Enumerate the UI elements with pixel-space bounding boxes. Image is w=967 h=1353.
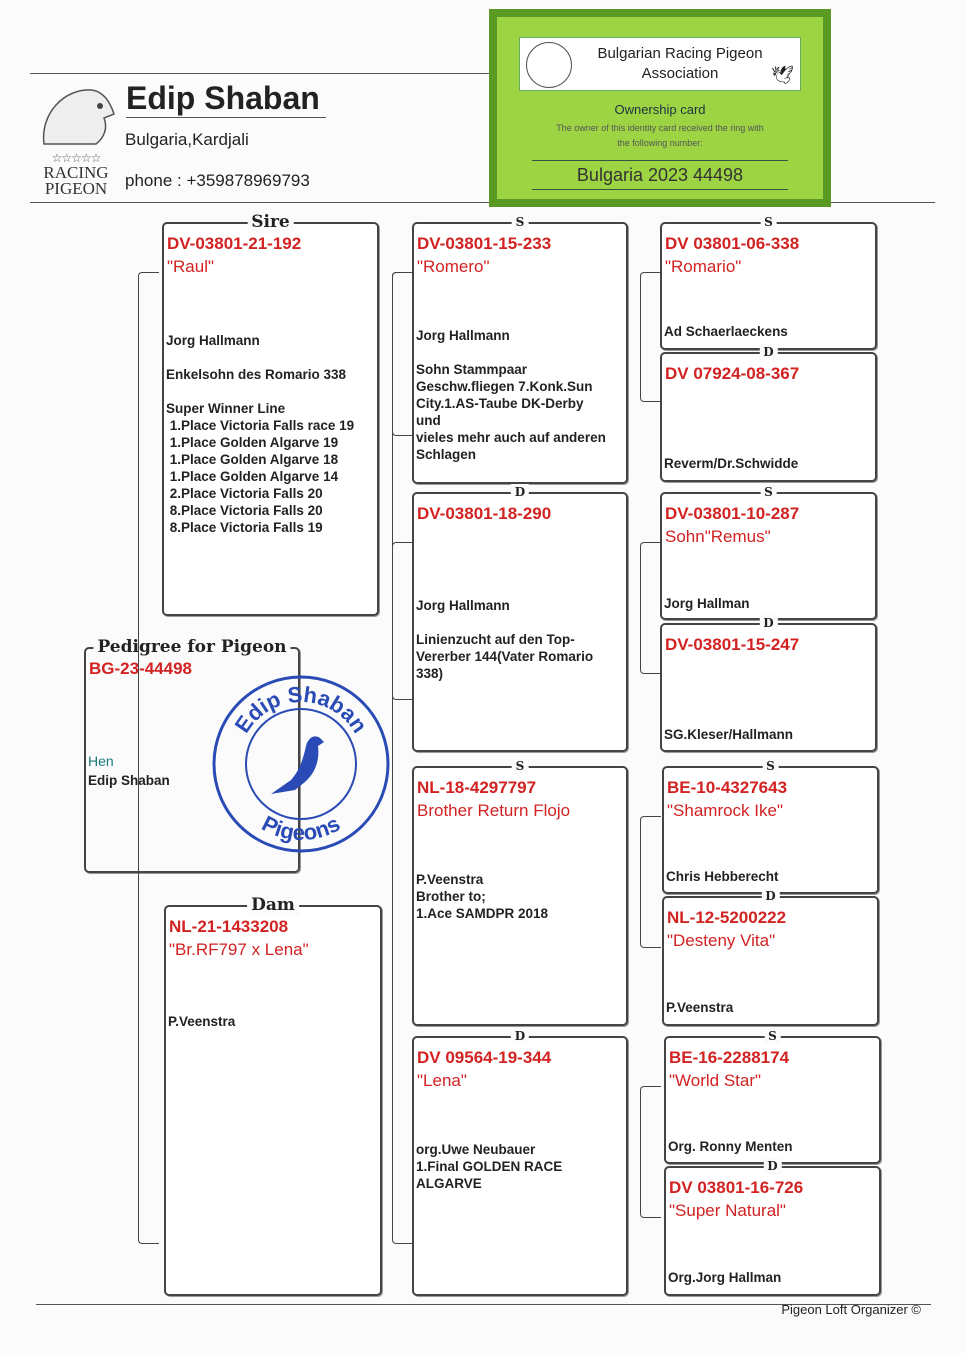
ancestor-box (412, 1029, 628, 1296)
ring-number: NL-12-5200222 (667, 908, 787, 927)
pedigree-connector (138, 272, 159, 1244)
owner-name: Edip Shaban (126, 80, 326, 118)
logo-text: PIGEON (44, 179, 108, 198)
ring-number: DV-03801-15-233 (417, 234, 552, 253)
divider (30, 73, 490, 74)
pedigree-connector (640, 816, 661, 948)
pigeon-name: Brother Return Flojo (417, 801, 571, 820)
pedigree-connector (392, 272, 413, 436)
logo-text: RACING (43, 163, 109, 182)
sex-label: S (760, 484, 777, 500)
ring-number: DV 03801-16-726 (669, 1178, 804, 1197)
owner-location: Bulgaria,Kardjali (125, 130, 249, 149)
dam-box (164, 895, 382, 1296)
ring-number: DV 07924-08-367 (665, 364, 800, 383)
ancestor-box (660, 616, 877, 752)
pedigree-connector (640, 272, 661, 402)
ring-number: DV-03801-18-290 (417, 504, 552, 523)
pedigree-label: Pedigree for Pigeon (93, 636, 290, 658)
sex-label: S (512, 758, 529, 774)
ring-number: DV 09564-19-344 (417, 1048, 552, 1067)
pedigree-connector (392, 542, 413, 700)
breeder-notes: Chris Hebberecht (666, 869, 779, 884)
pedigree-connector (640, 1086, 661, 1218)
stars-icon: ☆☆☆☆☆ (51, 151, 101, 165)
ownership-card (489, 9, 831, 207)
breeder-notes: Org.Jorg Hallman (668, 1270, 782, 1285)
card-ring-number: Bulgaria 2023 44498 (532, 160, 788, 190)
ancestor-box (660, 345, 877, 482)
ring-number: BE-10-4327643 (667, 778, 788, 797)
association-name: Association (641, 65, 719, 82)
ancestor-box (660, 215, 877, 350)
pedigree-connector (640, 542, 661, 674)
ancestor-box (664, 1029, 881, 1164)
sex-label: S (762, 758, 779, 774)
pigeon-name: "Romario" (665, 257, 742, 276)
sex-label: D (763, 1158, 781, 1174)
pigeon-name: "Desteny Vita" (667, 931, 776, 950)
pigeon-name: "Romero" (417, 257, 490, 276)
svg-text:Pigeons (258, 811, 344, 845)
ring-number: DV-03801-15-247 (665, 635, 800, 654)
breeder-notes: P.Veenstra Brother to; 1.Ace SAMDPR 2018 (416, 872, 549, 921)
sex-label: S (764, 1028, 781, 1044)
card-text: the following number: (617, 138, 703, 148)
ring-number: DV-03801-21-192 (167, 234, 302, 253)
sex-label: S (512, 214, 529, 230)
sex-label: D (511, 484, 529, 500)
subject-sex: Hen (88, 753, 114, 769)
sex-label: D (759, 615, 777, 631)
ring-number: DV 03801-06-338 (665, 234, 800, 253)
subject-owner: Edip Shaban (88, 773, 170, 788)
breeder-notes: Jorg Hallman (664, 596, 750, 611)
ancestor-box (660, 485, 877, 620)
pigeon-name: "Lena" (417, 1071, 467, 1090)
owner-stamp (211, 674, 391, 854)
breeder-notes: Reverm/Dr.Schwidde (664, 456, 799, 471)
pigeon-icon: 🕊 (771, 65, 794, 85)
ring-number: DV-03801-10-287 (665, 504, 800, 523)
ring-number: NL-21-1433208 (169, 917, 289, 936)
breeder-notes: Jorg Hallmann Enkelsohn des Romario 338 Super Winner Line 1.Place Victoria Falls race 19 1.Place Golden Algarve 19 1.Place Golden Algarve 18 1.Place Golden Algarve 14 2.Place Victoria Falls 20 8.Place Victoria Falls 20 8.Place Victoria Falls 19 (166, 333, 355, 535)
ancestor-box (662, 889, 879, 1026)
ancestor-box (412, 759, 628, 1026)
ancestor-box (664, 1159, 881, 1296)
pigeon-name: Sohn"Remus" (665, 527, 771, 546)
subject-ring: BG-23-44498 (89, 659, 193, 678)
stamp-text: Edip Shaban (229, 681, 373, 738)
ring-number: NL-18-4297797 (417, 778, 537, 797)
association-name: Bulgarian Racing Pigeon (597, 45, 763, 62)
ancestor-box (412, 215, 628, 484)
breeder-notes: Org. Ronny Menten (668, 1139, 793, 1154)
sex-label: S (760, 214, 777, 230)
pigeon-head-icon (34, 84, 118, 146)
sex-label: D (511, 1028, 529, 1044)
breeder-notes: Ad Schaerlaeckens (664, 324, 788, 339)
breeder-notes: Jorg Hallmann Linienzucht auf den Top- Vererber 144(Vater Romario 338) (416, 598, 594, 681)
breeder-notes: org.Uwe Neubauer 1.Final GOLDEN RACE ALGARVE (416, 1142, 563, 1191)
ancestor-box (662, 759, 879, 894)
pigeon-name: "Super Natural" (669, 1201, 786, 1220)
sex-label: Dam (247, 894, 299, 916)
footer-text: Pigeon Loft Organizer © (781, 1302, 921, 1317)
card-title: Ownership card (614, 102, 706, 117)
ring-number: BE-16-2288174 (669, 1048, 790, 1067)
card-text: The owner of this identity card received the ring with (556, 123, 764, 133)
breeder-notes: SG.Kleser/Hallmann (664, 727, 794, 742)
owner-phone: phone : +359878969793 (125, 171, 310, 190)
breeder-notes: P.Veenstra (168, 1014, 236, 1029)
sex-label: Sire (247, 211, 294, 233)
ancestor-box (412, 485, 628, 752)
pigeon-name: "World Star" (669, 1071, 762, 1090)
sex-label: D (759, 344, 777, 360)
sire-box (162, 212, 379, 616)
breeder-notes: Jorg Hallmann Sohn Stammpaar Geschw.fliegen 7.Konk.Sun City.1.AS-Taube DK-Derby und vieles mehr auch auf anderen Schlagen (416, 328, 606, 462)
sex-label: D (761, 888, 779, 904)
association-seal-icon (526, 42, 572, 88)
pigeon-name: "Br.RF797 x Lena" (169, 940, 309, 959)
stamp-text: Pigeons (257, 810, 345, 846)
pigeon-name: "Raul" (167, 257, 215, 276)
racing-pigeon-logo (34, 84, 118, 196)
pigeon-name: "Shamrock Ike" (667, 801, 783, 820)
pigeon-icon (271, 736, 324, 794)
breeder-notes: P.Veenstra (666, 1000, 734, 1015)
